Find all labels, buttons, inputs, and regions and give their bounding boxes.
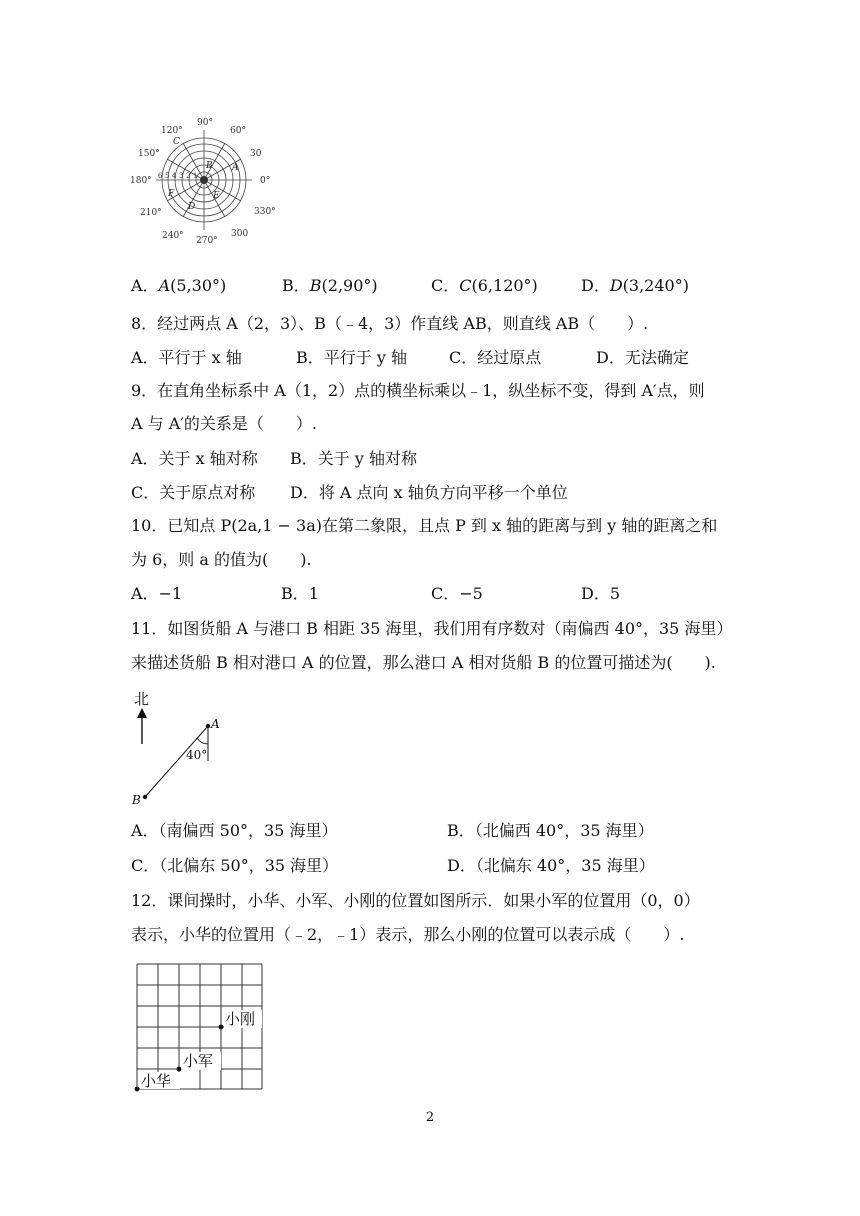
q8-option-d: D．无法确定: [596, 348, 689, 367]
q11-option-c: C．（北偏东 50°，35 海里）: [131, 856, 339, 875]
q7-option-c: C．C(6,120°): [431, 276, 538, 295]
q10-option-a: A．−1: [131, 584, 183, 603]
polar-figure: [128, 112, 280, 248]
q9-option-c: C．关于原点对称: [131, 483, 256, 502]
q9-stem-line2: A 与 A′的关系是（ ）.: [131, 414, 318, 433]
angle-label-270: 270°: [196, 236, 218, 246]
ship-bearing-figure: [128, 686, 238, 808]
radius-label-3: 3: [179, 172, 184, 180]
point-label-d: D: [188, 202, 196, 212]
q8-stem: 8．经过两点 A（2，3）、B（﹣4，3）作直线 AB，则直线 AB（ ）.: [131, 314, 649, 333]
north-arrow-icon: [137, 708, 147, 718]
q10-option-b: B．1: [281, 584, 319, 603]
angle-label-90: 90°: [197, 118, 213, 128]
angle-label-120: 120°: [161, 126, 183, 136]
q12-stem-line2: 表示，小华的位置用（﹣2，﹣1）表示，那么小刚的位置可以表示成（ ）.: [131, 925, 685, 944]
radius-label-5: 5: [165, 172, 170, 180]
point-label-b: B: [206, 161, 213, 171]
radius-label-6: 6: [158, 172, 163, 180]
angle-label-330: 330°: [254, 207, 276, 217]
q8-option-b: B．平行于 y 轴: [296, 348, 407, 367]
radius-label-4: 4: [172, 172, 177, 180]
q9-stem-line1: 9．在直角坐标系中 A（1，2）点的横坐标乘以﹣1，纵坐标不变，得到 A′点，则: [131, 381, 705, 400]
radius-label-2: 2: [186, 172, 191, 180]
q8-option-a: A．平行于 x 轴: [131, 348, 242, 367]
north-label: 北: [134, 690, 150, 708]
angle-label-240: 240°: [162, 231, 184, 241]
angle-label-300: 300: [231, 229, 249, 239]
radius-label-1: 1: [193, 172, 198, 180]
q11-option-d: D．（北偏东 40°，35 海里）: [447, 856, 655, 875]
q12-stem-line1: 12．课间操时，小华、小军、小刚的位置如图所示．如果小军的位置用（0，0）: [131, 891, 700, 910]
page-number: 2: [425, 1110, 435, 1125]
angle-label-180: 180°: [130, 176, 152, 186]
q10-option-c: C．−5: [431, 584, 483, 603]
angle-label-210: 210°: [140, 208, 162, 218]
xiaogang-label: 小刚: [225, 1010, 256, 1028]
q11-option-a: A．（南偏西 50°，35 海里）: [131, 821, 338, 840]
q9-option-b: B．关于 y 轴对称: [290, 449, 417, 468]
q11-stem-line2: 来描述货船 B 相对港口 A 的位置，那么港口 A 相对货船 B 的位置可描述为( ).: [131, 653, 716, 672]
q8-option-c: C．经过原点: [449, 348, 542, 367]
point-label-a: A: [232, 163, 239, 173]
angle-label-60: 60°: [230, 126, 246, 136]
angle-label-150: 150°: [138, 149, 160, 159]
position-grid-figure: [128, 958, 268, 1096]
point-label-e: E: [213, 191, 220, 201]
point-label-c: C: [173, 137, 180, 147]
q10-stem-line2: 为 6，则 a 的值为( ).: [131, 550, 312, 569]
angle-label-30: 30: [250, 149, 262, 159]
q9-option-d: D．将 A 点向 x 轴负方向平移一个单位: [290, 483, 568, 502]
q11-stem-line1: 11．如图货船 A 与港口 B 相距 35 海里，我们用有序数对（南偏西 40°，35 海里）: [131, 619, 733, 638]
q10-stem-line1: 10．已知点 P(2a,1 − 3a)在第二象限，且点 P 到 x 轴的距离与到 y 轴的距离之和: [131, 516, 718, 535]
q7-option-b: B．B(2,90°): [282, 276, 378, 295]
xiaojun-label: 小军: [183, 1052, 214, 1070]
q10-option-d: D．5: [581, 584, 621, 603]
q7-option-d: D．D(3,240°): [581, 276, 689, 295]
angle-40-label: 40°: [186, 748, 208, 762]
angle-label-0: 0°: [260, 176, 271, 186]
point-label-f: F: [168, 189, 175, 199]
q9-option-a: A．关于 x 轴对称: [131, 449, 258, 468]
point-a-label: A: [211, 717, 220, 731]
q11-option-b: B．（北偏西 40°，35 海里）: [447, 821, 654, 840]
q7-option-a: A．A(5,30°): [131, 276, 227, 295]
xiaohua-label: 小华: [141, 1072, 172, 1090]
point-b-label: B: [132, 793, 141, 807]
